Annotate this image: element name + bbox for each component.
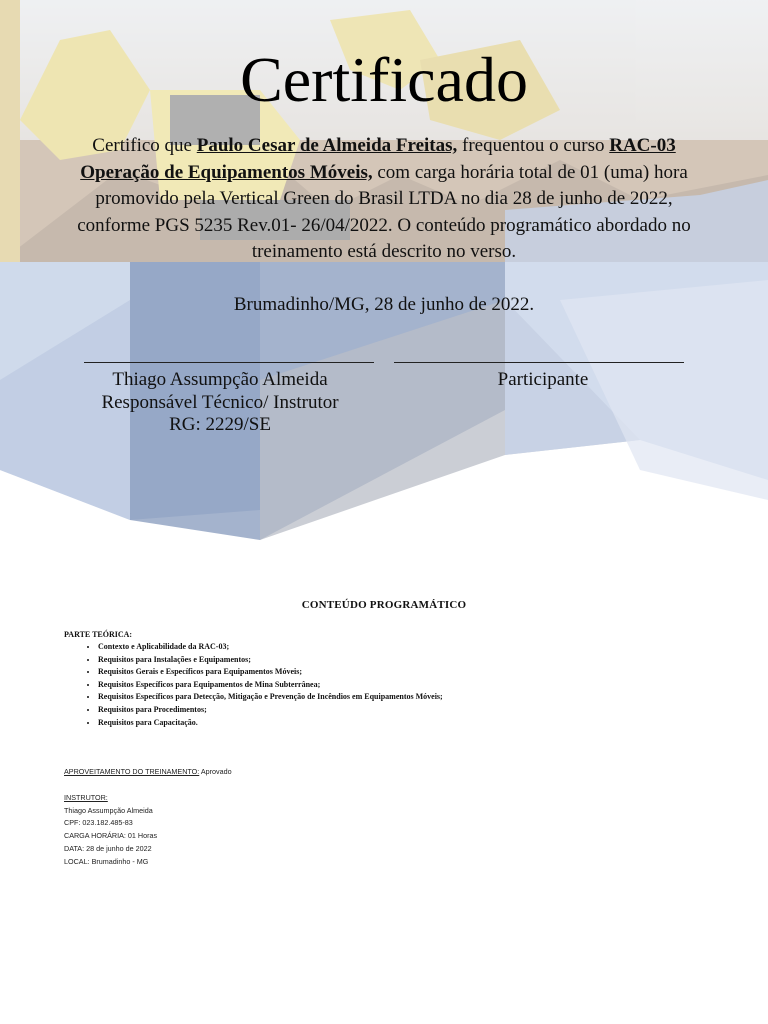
certificate-title: Certificado <box>240 44 528 115</box>
cert-text-part-1: Certifico que <box>92 135 197 156</box>
theory-list <box>64 641 744 729</box>
content-title: CONTEÚDO PROGRAMÁTICO <box>301 599 467 611</box>
instructor-info-line: CARGA HORÁRIA: 01 Horas <box>64 831 158 841</box>
participant-signature-label: Participante <box>497 369 589 390</box>
cert-text-part-3: com carga horária total de 01 (uma) hora promovido pela Vertical Green do Brasil LTDA no dia 28 de junho de 2022, conforme PGS 5235 Rev.01- 26/04/2022. O conteúdo programático abordado no treinamento está descrito no verso. <box>77 161 691 262</box>
participant-name: Paulo Cesar de Almeida Freitas, <box>196 135 458 156</box>
instructor-info-line: LOCAL: Brumadinho - MG <box>64 856 149 866</box>
list-item: • Requisitos para Procedimentos; <box>98 704 744 717</box>
instructor-info-line: Thiago Assumpção Almeida <box>64 805 153 815</box>
theory-section <box>64 630 744 729</box>
instructor-info-line: DATA: 28 de junho de 2022 <box>64 843 152 853</box>
instructor-name: Thiago Assumpção Almeida <box>112 369 328 390</box>
instructor-info <box>64 792 157 868</box>
place-date: Brumadinho/MG, 28 de junho de 2022. <box>233 294 535 315</box>
instructor-info-line: CPF: 023.182.485-83 <box>64 818 133 828</box>
cert-text-part-2: frequentou o curso <box>457 135 610 156</box>
list-item: • Requisitos Específicos para Detecção, Mitigação e Prevenção de Incêndios em Equipamentos Móveis; <box>98 691 744 704</box>
instructor-signature-block <box>60 369 380 437</box>
instructor-rg: RG: 2229/SE <box>169 414 271 435</box>
result-value: Aprovado <box>199 767 232 776</box>
course-name: Operação de Equipamentos Móveis, <box>80 161 373 183</box>
list-item: • Requisitos Gerais e Específicos para Equipamentos Móveis; <box>98 666 744 679</box>
list-item: • Requisitos Específicos para Equipamentos de Mina Subterrânea; <box>98 679 744 692</box>
result-label: APROVEITAMENTO DO TREINAMENTO: <box>64 767 200 776</box>
list-item: • Contexto e Aplicabilidade da RAC-03; <box>98 641 744 654</box>
theory-label: PARTE TEÓRICA: <box>64 630 133 639</box>
training-result <box>64 767 232 776</box>
signature-line-instructor <box>84 362 374 363</box>
certificate-text <box>70 133 698 266</box>
course-code: RAC-03 <box>609 135 676 156</box>
list-item: • Requisitos para Instalações e Equipamentos; <box>98 654 744 667</box>
instructor-role: Responsável Técnico/ Instrutor <box>101 391 339 413</box>
instructor-label: INSTRUTOR: <box>64 793 108 802</box>
list-item: • Requisitos para Capacitação. <box>98 717 744 730</box>
signature-line-participant <box>394 362 684 363</box>
